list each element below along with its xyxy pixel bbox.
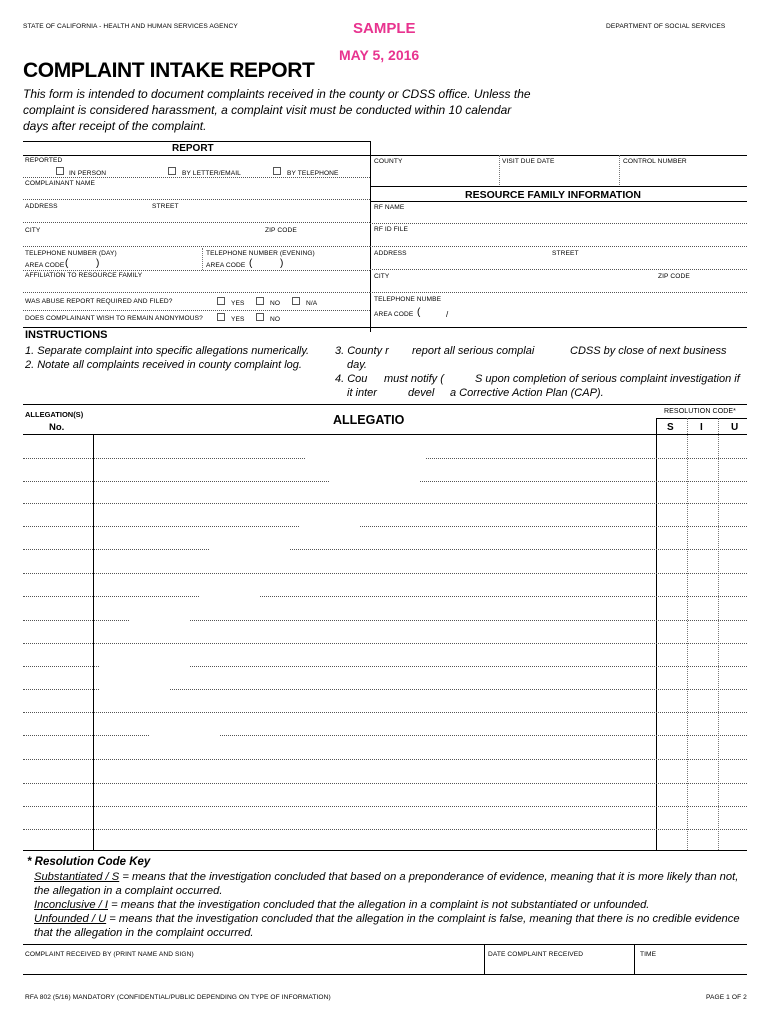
received-by-label: COMPLAINT RECEIVED BY (PRINT NAME AND SIGN) xyxy=(25,951,194,958)
resolution-i-header: I xyxy=(700,422,703,433)
key-substantiated: Substantiated / S = means that the investigation concluded that based on a preponderance of evidence, meaning that it is more likely than not, xyxy=(34,871,739,883)
instruction-4-part-b: must notify ( xyxy=(384,373,444,385)
form-id: RFA 802 (5/16) MANDATORY (CONFIDENTIAL/PUBLIC DEPENDING ON TYPE OF INFORMATION) xyxy=(25,994,331,1001)
by-letter-checkbox[interactable] xyxy=(168,167,176,175)
rf-id-label: RF ID FILE xyxy=(374,226,408,233)
allegations-heading: ALLEGATIO xyxy=(333,413,405,427)
intro-text: This form is intended to document complaints received in the county or CDSS office. Unless the complaint is considered harassment, a complaint visit must be conducted within 10 calendar days after receipt of the complaint. xyxy=(23,87,531,133)
form-title: COMPLAINT INTAKE REPORT xyxy=(23,59,315,82)
abuse-report-question: WAS ABUSE REPORT REQUIRED AND FILED? xyxy=(25,298,173,305)
complainant-address-label: ADDRESS xyxy=(25,203,58,210)
instruction-4-part-e: devel xyxy=(408,387,435,399)
key-inconclusive: Inconclusive / I = means that the investigation concluded that the allegation in a complaint is not substantiated or unfounded. xyxy=(34,899,650,911)
anonymous-question: DOES COMPLAINANT WISH TO REMAIN ANONYMOUS? xyxy=(25,315,203,322)
county-label: COUNTY xyxy=(374,158,403,165)
instruction-4-part-d: it inter xyxy=(347,387,377,399)
rf-street-label: STREET xyxy=(552,250,579,257)
resolution-key-heading: * Resolution Code Key xyxy=(27,856,151,868)
page-number: PAGE 1 OF 2 xyxy=(706,994,747,1001)
instruction-4-part-c: S upon completion of serious complaint investigation if xyxy=(475,373,740,385)
instruction-3-part-b: report all serious complai xyxy=(412,345,535,357)
abuse-na-checkbox[interactable] xyxy=(292,297,300,305)
report-heading: REPORT xyxy=(172,143,214,154)
by-telephone-label: BY TELEPHONE xyxy=(287,170,339,177)
complainant-name-label: COMPLAINANT NAME xyxy=(25,180,95,187)
abuse-no-checkbox[interactable] xyxy=(256,297,264,305)
complainant-street-label: STREET xyxy=(152,203,179,210)
resource-family-heading: RESOURCE FAMILY INFORMATION xyxy=(465,189,641,201)
resolution-s-header: S xyxy=(667,422,674,433)
allegation-number-label: ALLEGATION(S) xyxy=(25,410,84,419)
rf-city-label: CITY xyxy=(374,273,390,280)
department-name: DEPARTMENT OF SOCIAL SERVICES xyxy=(606,23,726,30)
sample-date: MAY 5, 2016 xyxy=(339,47,420,63)
rf-address-label: ADDRESS xyxy=(374,250,407,257)
instruction-4-part-a: 4. Cou xyxy=(335,373,368,385)
reported-label: REPORTED xyxy=(25,157,63,164)
resolution-code-label: RESOLUTION CODE* xyxy=(664,408,736,415)
agency-name: STATE OF CALIFORNIA - HEALTH AND HUMAN SERVICES AGENCY xyxy=(23,23,238,30)
by-letter-label: BY LETTER/EMAIL xyxy=(182,170,241,177)
sample-stamp: SAMPLE xyxy=(353,20,416,37)
in-person-checkbox[interactable] xyxy=(56,167,64,175)
rf-name-label: RF NAME xyxy=(374,204,405,211)
visit-due-date-label: VISIT DUE DATE xyxy=(502,158,555,165)
instruction-3-part-d: day. xyxy=(347,359,367,371)
allegation-no-label: No. xyxy=(49,422,65,433)
instruction-1: 1. Separate complaint into specific allegations numerically. xyxy=(25,345,310,357)
affiliation-label: AFFILIATION TO RESOURCE FAMILY xyxy=(25,272,143,279)
rf-telephone-label: TELEPHONE NUMBE xyxy=(374,296,442,303)
instruction-3-part-a: 3. County r xyxy=(335,345,389,357)
tel-evening-label: TELEPHONE NUMBER (EVENING) xyxy=(206,250,315,257)
anonymous-no-checkbox[interactable] xyxy=(256,313,264,321)
rf-area-code-label: AREA CODE xyxy=(374,311,414,318)
instruction-2: 2. Notate all complaints received in county complaint log. xyxy=(25,359,302,371)
in-person-label: IN PERSON xyxy=(69,170,107,177)
instruction-3-part-c: CDSS by close of next business xyxy=(570,345,727,357)
rf-zip-label: ZIP CODE xyxy=(658,273,690,280)
anonymous-yes-checkbox[interactable] xyxy=(217,313,225,321)
instruction-4-part-f: a Corrective Action Plan (CAP). xyxy=(450,387,604,399)
abuse-yes-checkbox[interactable] xyxy=(217,297,225,305)
complainant-zip-label: ZIP CODE xyxy=(265,227,297,234)
instructions-heading: INSTRUCTIONS xyxy=(25,329,108,341)
time-label: TIME xyxy=(640,951,657,958)
tel-day-label: TELEPHONE NUMBER (DAY) xyxy=(25,250,117,257)
by-telephone-checkbox[interactable] xyxy=(273,167,281,175)
control-number-label: CONTROL NUMBER xyxy=(623,158,687,165)
tel-evening-area-code-label: AREA CODE xyxy=(206,262,246,269)
key-unfounded: Unfounded / U = means that the investigation concluded that the allegation in the complaint is false, meaning that there is no credible evidence xyxy=(34,913,740,925)
tel-day-area-code-label: AREA CODE xyxy=(25,262,65,269)
date-received-label: DATE COMPLAINT RECEIVED xyxy=(488,951,584,958)
complainant-city-label: CITY xyxy=(25,227,41,234)
resolution-u-header: U xyxy=(731,422,739,433)
